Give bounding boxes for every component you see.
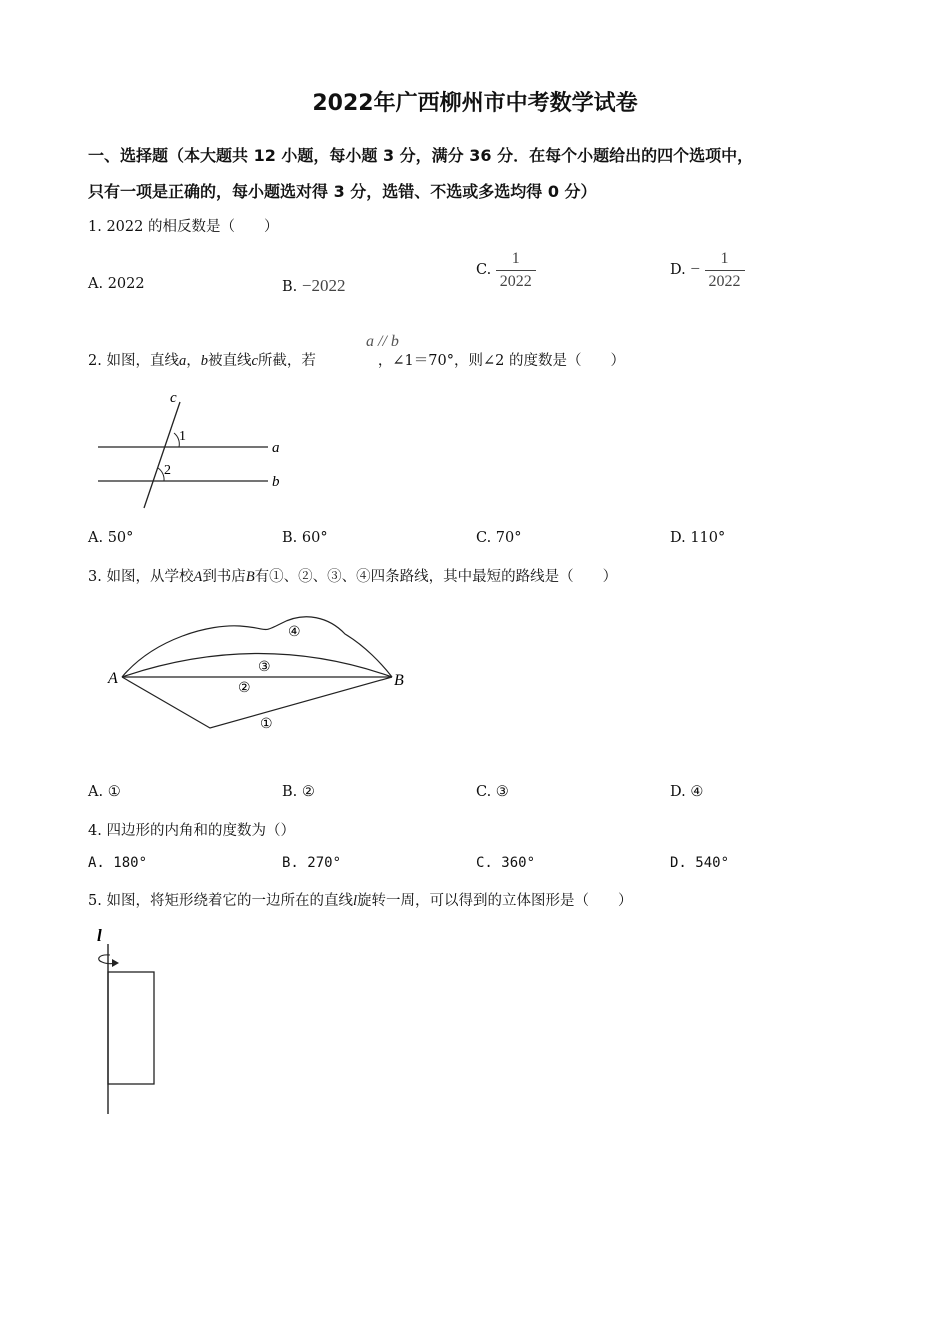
- label-B: B: [394, 672, 404, 689]
- q2-option-a: A. 50°: [88, 530, 134, 546]
- question-5-stem: [88, 889, 632, 910]
- rectangle: [108, 972, 154, 1084]
- q2-figure-parallel-lines: [90, 388, 300, 518]
- q5-figure-rectangle-rotation: [88, 922, 178, 1122]
- q3-figure-routes: [100, 610, 420, 740]
- label-A: A: [108, 670, 118, 687]
- q3-stem-text-2: 到书店: [202, 569, 246, 585]
- q1-option-d-label: D.: [670, 262, 686, 279]
- q2-parallel-condition: a // b: [366, 333, 399, 350]
- fraction-bar: [496, 270, 536, 271]
- fraction-denominator: 2022: [708, 272, 741, 290]
- q2-option-b: B. 60°: [282, 530, 328, 546]
- q1-option-c-fraction: [496, 250, 536, 290]
- q2-var-a: a: [178, 353, 187, 369]
- q5-var-l: l: [352, 893, 357, 909]
- q2-stem-text-1: 2. 如图，直线: [88, 353, 179, 369]
- q1-option-c-label: C.: [476, 262, 492, 279]
- question-4-stem: 4. 四边形的内角和的度数为（）: [88, 823, 295, 839]
- label-l: l: [97, 926, 102, 945]
- label-c: c: [170, 390, 177, 406]
- q1-option-d-sign: −: [690, 259, 700, 279]
- route-1-line: [122, 677, 392, 728]
- fraction-numerator: 1: [720, 250, 729, 267]
- route-4-curve: [122, 617, 392, 677]
- q1-option-d-fraction: [705, 250, 745, 290]
- route-label-2: ②: [238, 681, 251, 696]
- line-c: [144, 402, 180, 508]
- q3-var-B: B: [245, 569, 255, 585]
- q2-stem-text-3: 所截，若: [257, 353, 316, 369]
- route-label-4: ④: [288, 625, 301, 640]
- label-a: a: [272, 440, 280, 456]
- q1-option-d: [670, 250, 745, 290]
- q3-stem-text-1: 3. 如图，从学校: [88, 569, 194, 585]
- q2-option-d: D. 110°: [670, 530, 726, 546]
- section-header-line2: 只有一项是正确的，每小题选对得 3 分，选错、不选或多选均得 0 分）: [88, 182, 597, 201]
- q4-option-d: D. 540°: [670, 855, 730, 871]
- q1-option-b: [282, 276, 345, 296]
- route-label-3: ③: [258, 660, 271, 675]
- question-2-stem: [88, 349, 625, 370]
- q4-option-b: B. 270°: [282, 855, 342, 871]
- q4-option-c: C. 360°: [476, 855, 536, 871]
- question-1-stem: 1. 2022 的相反数是（ ）: [88, 219, 279, 235]
- page-title: 2022年广西柳州市中考数学试卷: [312, 91, 638, 116]
- fraction-bar: [705, 270, 745, 271]
- q5-stem-text-2: 旋转一周，可以得到的立体图形是（ ）: [356, 893, 633, 909]
- label-1: 1: [179, 429, 186, 444]
- question-3-stem: [88, 565, 617, 586]
- q4-option-a: A. 180°: [88, 855, 148, 871]
- q1-option-b-value: −2022: [301, 276, 346, 295]
- q2-var-c: c: [251, 353, 258, 369]
- q3-option-d: D. ④: [670, 784, 704, 800]
- q1-option-b-label: B.: [282, 279, 298, 295]
- route-label-1: ①: [260, 717, 273, 732]
- q3-stem-text-3: 有①、②、③、④四条路线，其中最短的路线是（ ）: [254, 569, 618, 585]
- q2-var-b: b: [200, 353, 208, 369]
- section-header-line1: 一、选择题（本大题共 12 小题，每小题 3 分，满分 36 分．在每个小题给出的四个选项中，: [88, 146, 754, 165]
- label-b: b: [272, 474, 280, 490]
- arrowhead-icon: [112, 959, 119, 967]
- q1-option-c: [476, 250, 536, 290]
- q1-option-a: A. 2022: [88, 276, 145, 292]
- route-3-curve: [122, 654, 392, 678]
- fraction-denominator: 2022: [499, 272, 532, 290]
- q2-stem-text-2: 被直线: [207, 353, 252, 369]
- q3-option-a: A. ①: [88, 784, 121, 800]
- q2-stem-text-4: ，∠1＝70°，则∠2 的度数是（ ）: [377, 353, 625, 369]
- q3-option-b: B. ②: [282, 784, 315, 800]
- q3-var-A: A: [193, 569, 203, 585]
- label-2: 2: [164, 463, 171, 478]
- q3-option-c: C. ③: [476, 784, 509, 800]
- q2-separator: ，: [186, 353, 201, 369]
- q2-option-c: C. 70°: [476, 530, 522, 546]
- q5-stem-text-1: 5. 如图，将矩形绕着它的一边所在的直线: [88, 893, 353, 909]
- fraction-numerator: 1: [511, 250, 520, 267]
